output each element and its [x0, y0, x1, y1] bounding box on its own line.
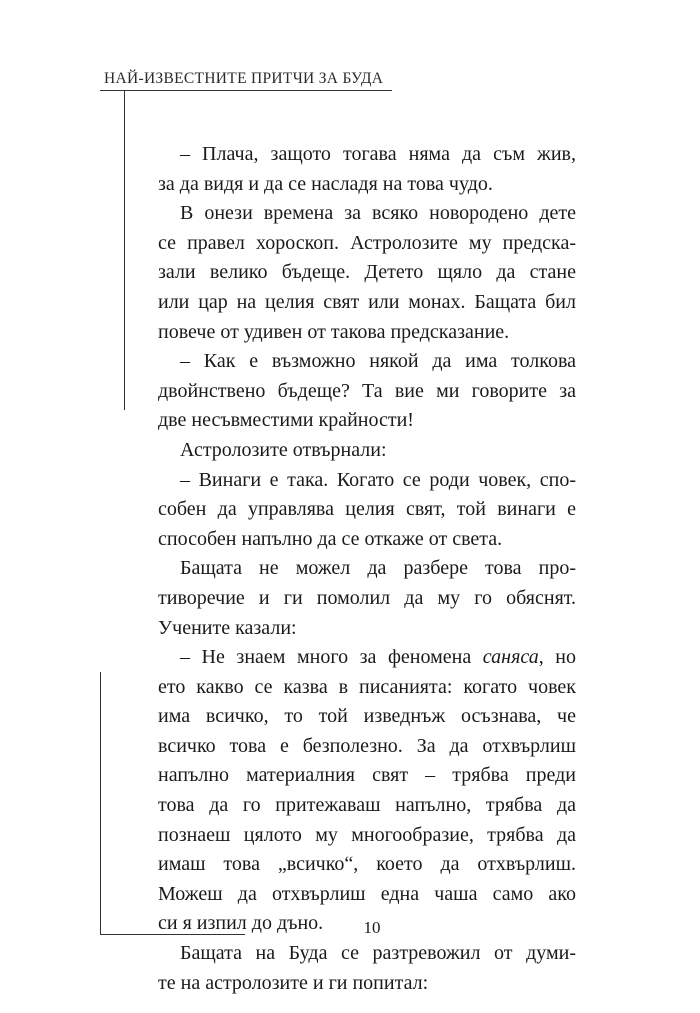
text-segment: напълно материалния свят – трябва преди [158, 764, 576, 787]
text-segment: Можеш да отхвърлиш една чаша само ако [158, 882, 576, 905]
body-text [158, 140, 576, 998]
text-segment: имаш това „всичко“, което да отхвърлиш. [158, 853, 576, 876]
text-segment: , но [538, 646, 576, 669]
paragraph [158, 466, 576, 555]
italic-term: саняса [482, 646, 539, 669]
text-line [158, 791, 576, 821]
paragraph [158, 347, 576, 436]
text-line: двойнствено бъдеще? Та вие ми говорите за [158, 379, 576, 402]
page-number: 10 [363, 918, 381, 937]
text-segment: – Не знаем много за феномена [180, 646, 483, 669]
text-line: Астролозите отвърнали: [180, 438, 387, 461]
text-line: Учените казали: [158, 616, 297, 639]
text-line [158, 673, 576, 703]
text-line: – Как е възможно някой да има толкова [180, 350, 576, 373]
text-line: или цар на целия свят или монах. Бащата бил [158, 290, 576, 313]
paragraph [158, 140, 576, 199]
text-line: се правел хороскоп. Астролозите му предска- [158, 231, 576, 254]
text-segment: ето какво се казва в писанията: когато човек [158, 675, 576, 698]
text-segment: всичко това е безполезно. За да отхвърлиш [158, 734, 576, 757]
text-line: способен напълно да се откаже от света. [158, 527, 503, 550]
text-line: В онези времена за всяко новородено дете [180, 202, 576, 225]
text-segment: си я изпил до дъно. [158, 912, 324, 935]
paragraph [158, 939, 576, 998]
text-segment: познаеш цялото му многообразие, трябва да [158, 823, 576, 846]
text-line: – Винаги е така. Когато се роди човек, спо- [180, 468, 576, 491]
text-line [158, 702, 576, 732]
text-segment: има всичко, то той изведнъж осъзнава, че [158, 705, 576, 728]
text-line: за да видя и да се насладя на това чудо. [158, 172, 493, 195]
running-header: НАЙ-ИЗВЕСТНИТЕ ПРИТЧИ ЗА БУДА [104, 70, 384, 87]
text-line [158, 643, 576, 673]
text-line: Бащата не можел да разбере това про- [180, 557, 576, 580]
header-rule [100, 90, 392, 91]
text-line: те на астролозите и ги попитал: [158, 971, 429, 994]
paragraph [158, 643, 576, 939]
paragraph [158, 554, 576, 643]
text-line [158, 880, 576, 910]
text-line [158, 850, 576, 880]
paragraph [158, 199, 576, 347]
left-margin-rule-lower [100, 672, 101, 935]
text-line: тиворечие и ги помолил да му го обяснят. [158, 586, 576, 609]
text-line: две несъвместими крайности! [158, 409, 414, 432]
text-line [158, 761, 576, 791]
text-line: зали велико бъдеще. Детето щяло да стане [158, 261, 576, 284]
text-line: – Плача, защото тогава няма да съм жив, [180, 143, 576, 165]
left-margin-rule-upper [124, 90, 125, 410]
text-line [158, 821, 576, 851]
text-line: собен да управлява целия свят, той винаги е [158, 498, 576, 521]
text-segment: това да го притежаваш напълно, трябва да [158, 794, 576, 817]
paragraph [158, 436, 576, 466]
text-line: Бащата на Буда се разтревожил от думи- [180, 942, 576, 965]
text-line: повече от удивен от такова предсказание. [158, 320, 510, 343]
text-line [158, 732, 576, 762]
